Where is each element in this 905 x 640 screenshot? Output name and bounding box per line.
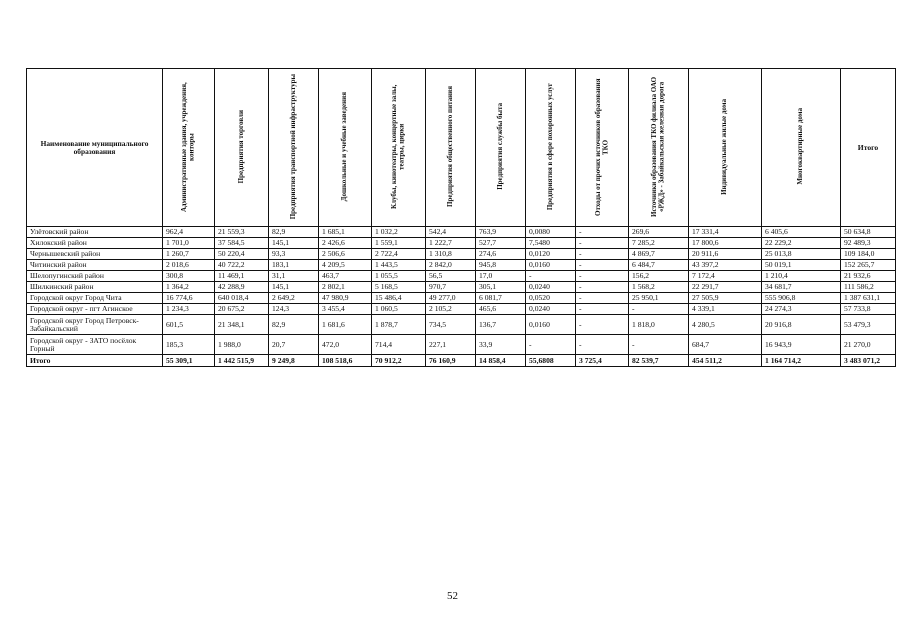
table-cell: 20 916,8: [762, 315, 841, 335]
column-header: [215, 69, 269, 227]
table-cell: 1 222,7: [426, 238, 476, 249]
table-cell: 4 280,5: [689, 315, 762, 335]
row-municipality-name: Городской округ - пгт Агинское: [27, 304, 163, 315]
table-cell: 33,9: [476, 335, 526, 355]
row-municipality-name: Улётовский район: [27, 227, 163, 238]
table-cell: -: [576, 249, 629, 260]
table-cell: 305,1: [476, 282, 526, 293]
total-cell: 9 249,8: [269, 355, 319, 367]
table-cell: 0,0240: [526, 282, 576, 293]
table-cell: 185,3: [163, 335, 215, 355]
table-cell: 227,1: [426, 335, 476, 355]
table-cell: -: [576, 238, 629, 249]
table-cell: 17 331,4: [689, 227, 762, 238]
table-cell: -: [576, 260, 629, 271]
table-row: [27, 227, 896, 238]
table-cell: 56,5: [426, 271, 476, 282]
table-cell: 2 802,1: [319, 282, 372, 293]
table-cell: 7,5480: [526, 238, 576, 249]
table-cell: 20,7: [269, 335, 319, 355]
table-cell: 1 818,0: [629, 315, 689, 335]
table-cell: 714,4: [372, 335, 426, 355]
table-cell: 152 265,7: [841, 260, 896, 271]
column-header-label: Дошкольные и учебные заведения: [340, 91, 349, 202]
column-header-municipality: Наименование муниципального образования: [27, 69, 163, 227]
table-cell: 31,1: [269, 271, 319, 282]
total-cell: 3 483 071,2: [841, 355, 896, 367]
table-cell: 1 234,3: [163, 304, 215, 315]
table-row: [27, 249, 896, 260]
table-cell: 50 220,4: [215, 249, 269, 260]
total-cell: 3 725,4: [576, 355, 629, 367]
row-municipality-name: Городской округ - ЗАТО посёлок Горный: [27, 335, 163, 355]
column-header: [689, 69, 762, 227]
table-cell: 34 681,7: [762, 282, 841, 293]
table-cell: 17,0: [476, 271, 526, 282]
column-header-label: Клубы, кинотеатры, концертные залы, театры, цирки: [390, 84, 406, 209]
column-header-label: Источники образования ТКО филиала ОАО «РЖД» - Забайкальская железная дорога: [650, 76, 666, 217]
table-cell: -: [576, 293, 629, 304]
table-cell: 1 060,5: [372, 304, 426, 315]
column-header: [426, 69, 476, 227]
table-cell: 124,3: [269, 304, 319, 315]
table-cell: 640 018,4: [215, 293, 269, 304]
row-municipality-name: Городской округ Город Петровск-Забайкальский: [27, 315, 163, 335]
column-header: [576, 69, 629, 227]
table-cell: 2 426,6: [319, 238, 372, 249]
column-header: [269, 69, 319, 227]
table-cell: 57 733,8: [841, 304, 896, 315]
table-cell: 274,6: [476, 249, 526, 260]
column-header: [163, 69, 215, 227]
table-cell: 734,5: [426, 315, 476, 335]
table-cell: 2 649,2: [269, 293, 319, 304]
table-cell: 945,8: [476, 260, 526, 271]
row-municipality-name: Хилокский район: [27, 238, 163, 249]
table-cell: 7 285,2: [629, 238, 689, 249]
table-cell: 156,2: [629, 271, 689, 282]
column-header-label: Предприятия транспортной инфраструктуры: [288, 73, 297, 220]
table-cell: 47 980,9: [319, 293, 372, 304]
table-cell: 53 479,3: [841, 315, 896, 335]
table-cell: 6 484,7: [629, 260, 689, 271]
table-cell: 136,7: [476, 315, 526, 335]
row-municipality-name: Городской округ Город Чита: [27, 293, 163, 304]
table-row: [27, 260, 896, 271]
table-cell: 1 364,2: [163, 282, 215, 293]
table-row: [27, 282, 896, 293]
row-municipality-name: Шелопугинский район: [27, 271, 163, 282]
table-cell: 0,0120: [526, 249, 576, 260]
total-cell: 55 309,1: [163, 355, 215, 367]
column-header-label: Отходы от прочих источников образования ТКО: [593, 77, 609, 216]
table-cell: 1 701,0: [163, 238, 215, 249]
table-cell: -: [576, 271, 629, 282]
table-cell: 463,7: [319, 271, 372, 282]
table-body: [27, 227, 896, 355]
table-cell: 1 878,7: [372, 315, 426, 335]
table-cell: -: [576, 315, 629, 335]
column-header-label: Индивидуальные жилые дома: [720, 98, 729, 195]
table-cell: -: [629, 335, 689, 355]
total-row-label: Итого: [27, 355, 163, 367]
row-municipality-name: Читинский район: [27, 260, 163, 271]
column-header: [762, 69, 841, 227]
table-cell: -: [629, 304, 689, 315]
table-cell: 2 506,6: [319, 249, 372, 260]
table-cell: 1 032,2: [372, 227, 426, 238]
table-cell: 0,0080: [526, 227, 576, 238]
table-cell: 92 489,3: [841, 238, 896, 249]
column-header-total: [841, 69, 896, 227]
table-cell: 465,6: [476, 304, 526, 315]
table-cell: 555 906,8: [762, 293, 841, 304]
table-cell: -: [576, 282, 629, 293]
table-cell: 17 800,6: [689, 238, 762, 249]
table-cell: 111 586,2: [841, 282, 896, 293]
table-cell: 0,0160: [526, 315, 576, 335]
table-cell: 145,1: [269, 282, 319, 293]
table-cell: 49 277,0: [426, 293, 476, 304]
table-cell: 37 584,5: [215, 238, 269, 249]
table-cell: 1 988,0: [215, 335, 269, 355]
table-cell: -: [576, 304, 629, 315]
column-header-label: Предприятия общественного питания: [445, 86, 454, 207]
table-row: [27, 315, 896, 335]
table-cell: 7 172,4: [689, 271, 762, 282]
table-cell: 1 210,4: [762, 271, 841, 282]
table-cell: 5 168,5: [372, 282, 426, 293]
table-cell: 1 387 631,1: [841, 293, 896, 304]
table-cell: 109 184,0: [841, 249, 896, 260]
table-cell: 15 486,4: [372, 293, 426, 304]
table-cell: -: [526, 271, 576, 282]
table-cell: 6 405,6: [762, 227, 841, 238]
table-cell: 20 911,6: [689, 249, 762, 260]
table-cell: 20 675,2: [215, 304, 269, 315]
table-cell: 42 288,9: [215, 282, 269, 293]
table-cell: 1 310,8: [426, 249, 476, 260]
table-cell: -: [576, 335, 629, 355]
table-cell: 16 943,9: [762, 335, 841, 355]
header-row: [27, 69, 896, 227]
table-cell: 4 869,7: [629, 249, 689, 260]
column-header: [629, 69, 689, 227]
table-cell: 16 774,6: [163, 293, 215, 304]
table-cell: 1 055,5: [372, 271, 426, 282]
column-header: [319, 69, 372, 227]
table-cell: 0,0160: [526, 260, 576, 271]
total-cell: 76 160,9: [426, 355, 476, 367]
total-cell: 108 518,6: [319, 355, 372, 367]
table-cell: 542,4: [426, 227, 476, 238]
table-cell: 970,7: [426, 282, 476, 293]
table-cell: 4 209,5: [319, 260, 372, 271]
table-cell: 40 722,2: [215, 260, 269, 271]
table-cell: 3 455,4: [319, 304, 372, 315]
table-row: [27, 271, 896, 282]
table-cell: 27 505,9: [689, 293, 762, 304]
table-cell: 300,8: [163, 271, 215, 282]
table-cell: 183,1: [269, 260, 319, 271]
table-cell: 22 229,2: [762, 238, 841, 249]
table-row: [27, 238, 896, 249]
table-cell: 4 339,1: [689, 304, 762, 315]
table-cell: 0,0520: [526, 293, 576, 304]
table-cell: 601,5: [163, 315, 215, 335]
table-cell: -: [526, 335, 576, 355]
table-cell: 1 559,1: [372, 238, 426, 249]
table-cell: 1 685,1: [319, 227, 372, 238]
table-cell: 82,9: [269, 315, 319, 335]
table-cell: 527,7: [476, 238, 526, 249]
table-cell: 1 260,7: [163, 249, 215, 260]
table-cell: 472,0: [319, 335, 372, 355]
table-cell: 21 932,6: [841, 271, 896, 282]
total-cell: 55,6808: [526, 355, 576, 367]
table-cell: 50 019,1: [762, 260, 841, 271]
table-cell: 93,3: [269, 249, 319, 260]
table-row: [27, 293, 896, 304]
table-cell: 763,9: [476, 227, 526, 238]
table-cell: 50 634,8: [841, 227, 896, 238]
table-cell: 24 274,3: [762, 304, 841, 315]
total-cell: 70 912,2: [372, 355, 426, 367]
table-cell: 43 397,2: [689, 260, 762, 271]
table-cell: 1 443,5: [372, 260, 426, 271]
table-cell: 21 559,3: [215, 227, 269, 238]
table-cell: 82,9: [269, 227, 319, 238]
total-row: [27, 355, 896, 367]
table-cell: 1 681,6: [319, 315, 372, 335]
row-municipality-name: Чернышевский район: [27, 249, 163, 260]
table-cell: 145,1: [269, 238, 319, 249]
page-number: 52: [447, 590, 458, 602]
table-cell: 0,0240: [526, 304, 576, 315]
row-municipality-name: Шилкинский район: [27, 282, 163, 293]
table-cell: 25 950,1: [629, 293, 689, 304]
column-header: [372, 69, 426, 227]
column-header-label: Предприятия в сфере похоронных услуг: [545, 82, 554, 211]
total-cell: 14 858,4: [476, 355, 526, 367]
total-cell: 1 442 515,9: [215, 355, 269, 367]
table-cell: 684,7: [689, 335, 762, 355]
total-cell: 454 511,2: [689, 355, 762, 367]
waste-volume-table: [26, 68, 896, 367]
column-header-label: Предприятия службы быта: [495, 103, 504, 190]
table-cell: 6 081,7: [476, 293, 526, 304]
table-cell: 2 105,2: [426, 304, 476, 315]
column-header-label: Многоквартирные дома: [796, 108, 805, 185]
table-row: [27, 335, 896, 355]
column-header-total-label: Итого: [857, 142, 879, 152]
total-cell: 1 164 714,2: [762, 355, 841, 367]
table-cell: 11 469,1: [215, 271, 269, 282]
total-cell: 82 539,7: [629, 355, 689, 367]
column-header-label: Предприятия торговли: [236, 109, 245, 184]
table-cell: 21 348,1: [215, 315, 269, 335]
table-cell: -: [576, 227, 629, 238]
column-header-label: Административные здания, учреждения, конторы: [180, 81, 196, 212]
table-cell: 21 270,0: [841, 335, 896, 355]
table-cell: 22 291,7: [689, 282, 762, 293]
table-cell: 269,6: [629, 227, 689, 238]
table-cell: 2 018,6: [163, 260, 215, 271]
table-cell: 2 842,0: [426, 260, 476, 271]
table-cell: 25 013,8: [762, 249, 841, 260]
column-header: [526, 69, 576, 227]
table-cell: 2 722,4: [372, 249, 426, 260]
table-cell: 962,4: [163, 227, 215, 238]
table-cell: 1 568,2: [629, 282, 689, 293]
column-header: [476, 69, 526, 227]
table-row: [27, 304, 896, 315]
